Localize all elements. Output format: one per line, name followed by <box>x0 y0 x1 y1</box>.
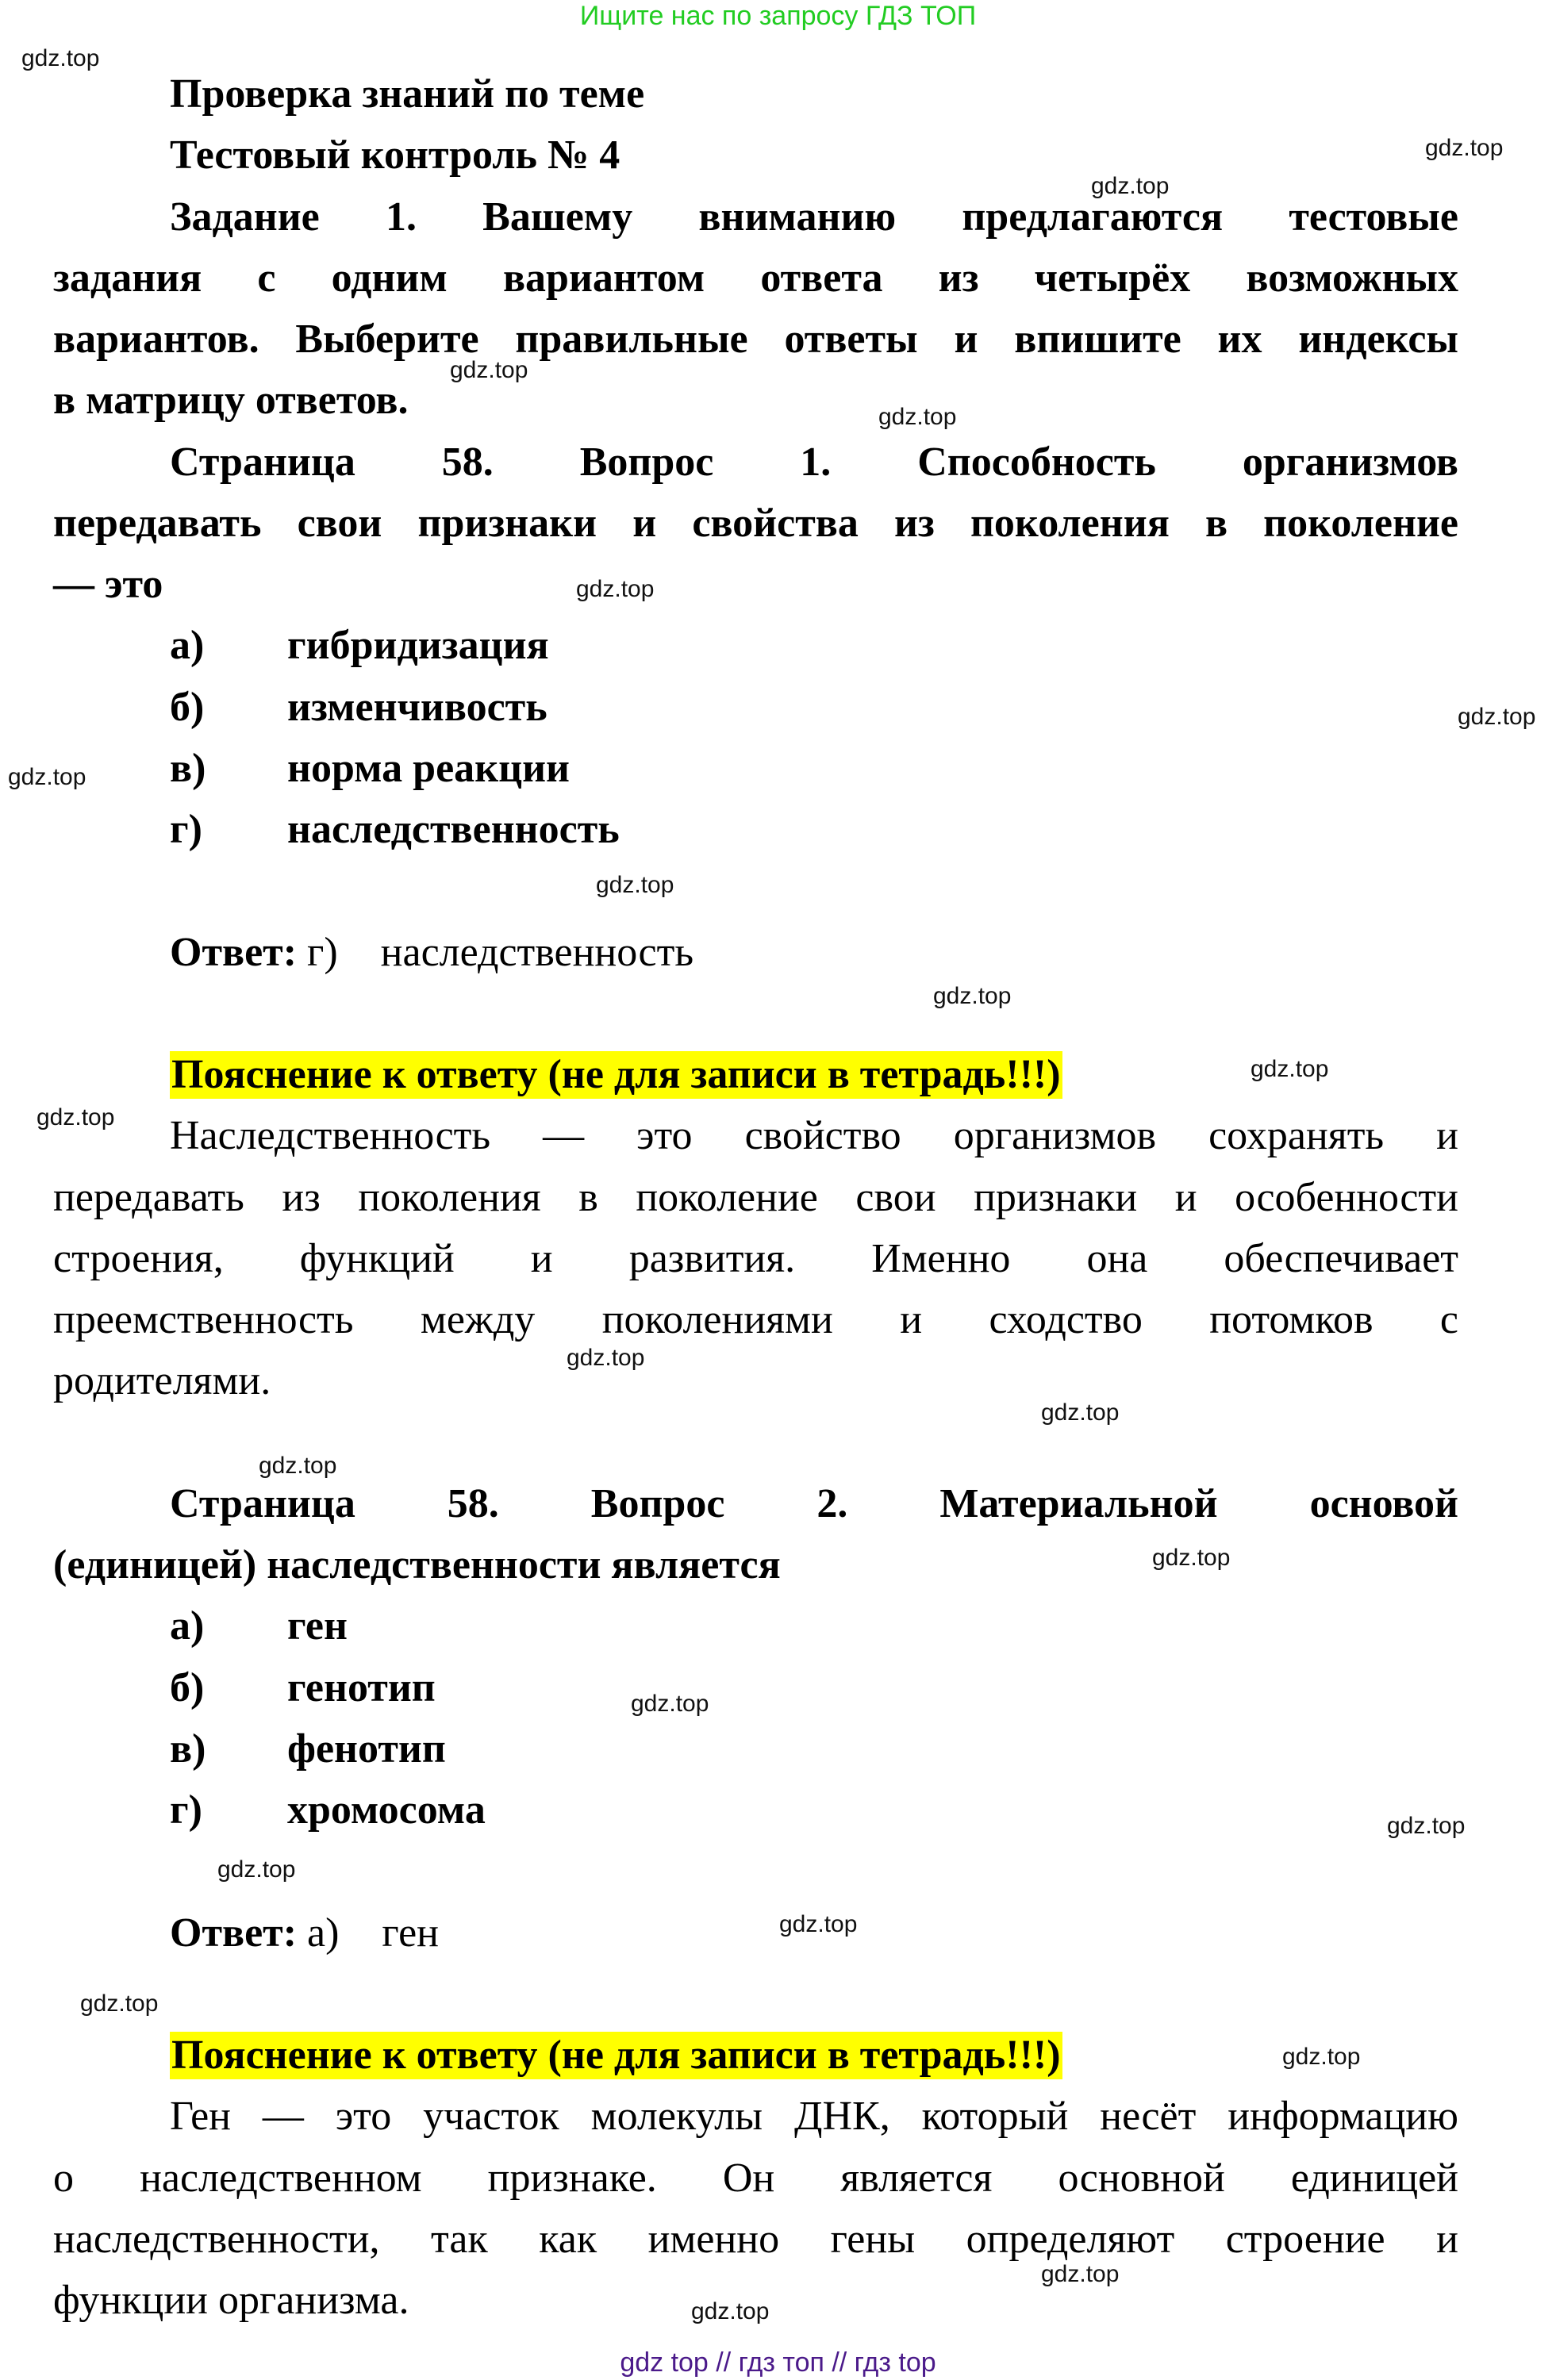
search-banner[interactable]: Ищите нас по запросу ГДЗ ТОП <box>579 1 977 31</box>
option-text: ген <box>287 1603 348 1649</box>
watermark: gdz.top <box>1152 1545 1231 1571</box>
watermark: gdz.top <box>217 1856 296 1883</box>
document-body <box>53 63 1458 2331</box>
option-letter: в) <box>170 1726 206 1772</box>
explanation-line: родителями. <box>53 1358 271 1404</box>
explanation-line: о наследственном признаке. Он является основной единицей <box>53 2155 1458 2201</box>
q1-answer <box>53 922 1458 983</box>
watermark: gdz.top <box>80 1990 159 2017</box>
task-line: Задание 1. Вашему вниманию предлагаются тестовые <box>170 194 1458 240</box>
q2-option-d <box>53 1779 1458 1841</box>
option-text: норма реакции <box>287 745 571 791</box>
watermark: gdz.top <box>259 1453 337 1479</box>
watermark: gdz.top <box>1282 2044 1361 2070</box>
explanation-line: Ген — это участок молекулы ДНК, который несёт информацию <box>170 2094 1458 2140</box>
question-2-line: Страница 58. Вопрос 2. Материальной основой <box>170 1480 1458 1526</box>
watermark: gdz.top <box>933 983 1012 1009</box>
q2-option-a <box>53 1595 1458 1656</box>
option-text: хромосома <box>287 1787 486 1833</box>
explanation-line: преемственность между поколениями и сходство потомков с <box>53 1297 1458 1342</box>
q2-explanation-title-row <box>53 2025 1458 2086</box>
option-text: фенотип <box>287 1726 446 1772</box>
answer-label: Ответ: <box>170 1910 298 1956</box>
option-text: наследственность <box>287 807 620 852</box>
watermark: gdz.top <box>1458 704 1536 730</box>
q2-option-b <box>53 1657 1458 1718</box>
watermark: gdz.top <box>1091 173 1170 199</box>
option-letter: б) <box>170 684 205 730</box>
watermark: gdz.top <box>8 764 86 790</box>
watermark: gdz.top <box>576 576 655 602</box>
q2-option-c <box>53 1718 1458 1779</box>
footer-links[interactable]: gdz top // гдз топ // гдз top <box>620 2347 936 2378</box>
option-text: изменчивость <box>287 684 547 730</box>
task-line: вариантов. Выберите правильные ответы и впишите их индексы <box>53 317 1458 362</box>
task-line: задания с одним вариантом ответа из четырёх возможных <box>53 255 1458 301</box>
watermark: gdz.top <box>596 872 674 898</box>
test-title: Тестовый контроль № 4 <box>170 132 620 178</box>
explanation-title: Пояснение к ответу (не для записи в тетрадь!!!) <box>171 2033 1061 2078</box>
watermark: gdz.top <box>36 1104 115 1130</box>
question-2-line: (единицей) наследственности является <box>53 1542 781 1587</box>
explanation-line: строения, функций и развития. Именно она обеспечивает <box>53 1235 1458 1281</box>
watermark: gdz.top <box>1251 1056 1329 1082</box>
answer-letter: г) <box>307 929 338 975</box>
option-text: генотип <box>287 1664 436 1710</box>
watermark: gdz.top <box>450 357 528 383</box>
page-title: Проверка знаний по теме <box>170 71 645 117</box>
answer-label: Ответ: <box>170 929 298 975</box>
q2-answer <box>53 1902 1458 1964</box>
option-letter: г) <box>170 807 202 852</box>
question-1-line: передавать свои признаки и свойства из поколения в поколение <box>53 500 1458 546</box>
explanation-line: наследственности, так как именно гены определяют строение и <box>53 2216 1458 2262</box>
answer-text: ген <box>382 1910 439 1956</box>
question-1-line: Страница 58. Вопрос 1. Способность организмов <box>170 439 1458 485</box>
option-text: гибридизация <box>287 623 549 669</box>
watermark: gdz.top <box>779 1911 858 1937</box>
watermark: gdz.top <box>21 45 100 71</box>
watermark: gdz.top <box>1425 135 1504 161</box>
option-letter: а) <box>170 623 205 669</box>
answer-text: наследственность <box>380 929 694 975</box>
task-line: в матрицу ответов. <box>53 378 409 424</box>
watermark: gdz.top <box>631 1691 709 1717</box>
watermark: gdz.top <box>567 1345 645 1371</box>
watermark: gdz.top <box>878 404 957 430</box>
q1-option-a <box>53 615 1458 676</box>
option-letter: в) <box>170 745 206 791</box>
explanation-line: передавать из поколения в поколение свои признаки и особенности <box>53 1174 1458 1220</box>
answer-letter: а) <box>307 1910 340 1956</box>
question-1-line: — это <box>53 562 163 607</box>
explanation-line: функции организма. <box>53 2278 409 2323</box>
watermark: gdz.top <box>1387 1813 1466 1839</box>
option-letter: б) <box>170 1664 205 1710</box>
q1-option-d <box>53 799 1458 860</box>
watermark: gdz.top <box>1041 2261 1120 2287</box>
option-letter: г) <box>170 1787 202 1833</box>
watermark: gdz.top <box>1041 1399 1120 1426</box>
watermark: gdz.top <box>691 2298 770 2324</box>
q1-option-b <box>53 677 1458 738</box>
option-letter: а) <box>170 1603 205 1649</box>
explanation-title: Пояснение к ответу (не для записи в тетрадь!!!) <box>171 1052 1061 1097</box>
explanation-line: Наследственность — это свойство организмов сохранять и <box>170 1113 1458 1159</box>
q1-option-c <box>53 738 1458 799</box>
q1-explanation-title-row <box>53 1044 1458 1105</box>
